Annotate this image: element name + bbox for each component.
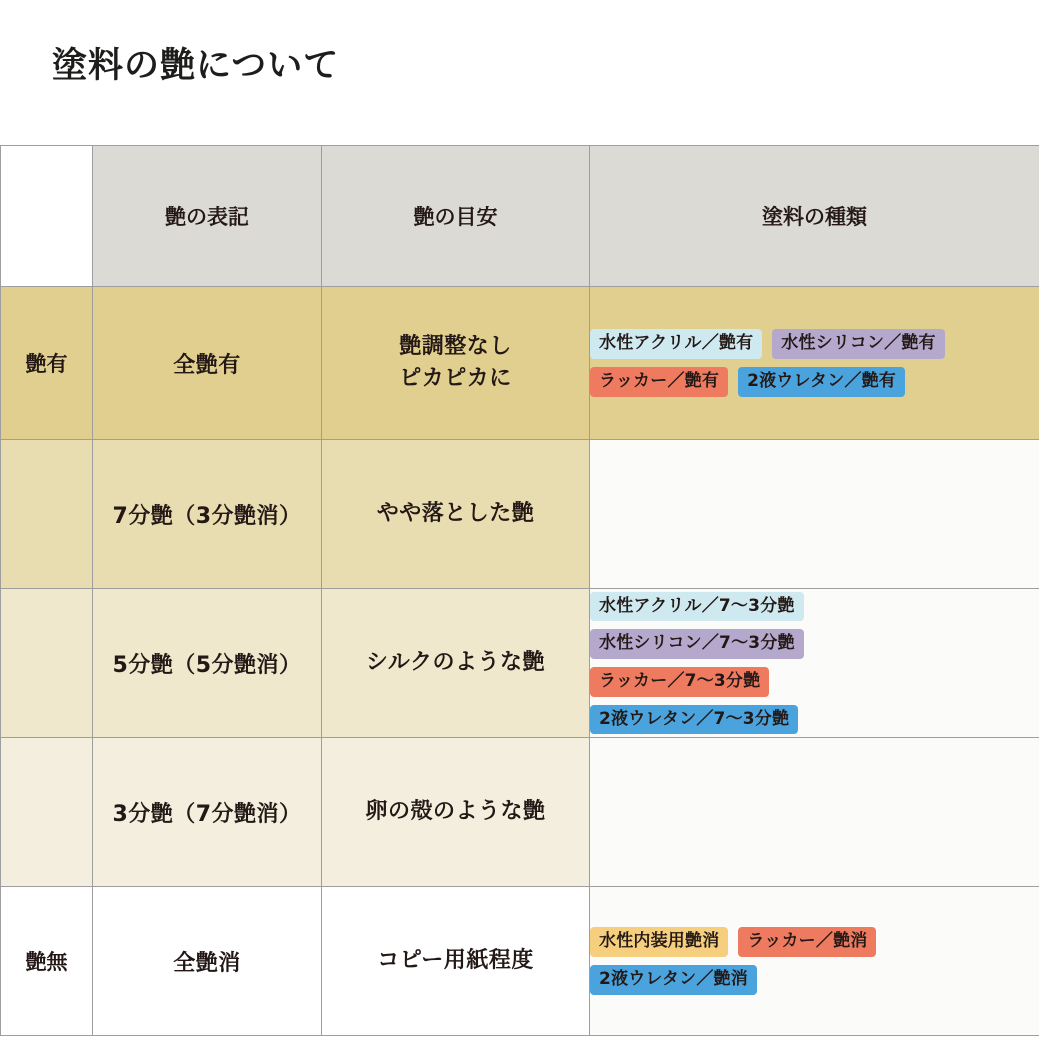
row-gloss-guide — [322, 589, 590, 738]
paint-tag-group — [590, 329, 1039, 396]
row-gloss-guide — [322, 887, 590, 1036]
row-gloss-name: 3分艶（7分艶消） — [93, 738, 322, 887]
table-row — [1, 738, 1039, 887]
paint-tag: 水性アクリル／7〜3分艶 — [590, 592, 804, 622]
row-label-gloss: 艶無 — [1, 887, 93, 1036]
header-cell-empty — [1, 146, 93, 287]
paint-tag: ラッカー／7〜3分艶 — [590, 667, 769, 697]
row-gloss-guide — [322, 440, 590, 589]
row-gloss-guide — [322, 287, 590, 440]
table-header-row — [1, 146, 1039, 287]
row-gloss-name: 7分艶（3分艶消） — [93, 440, 322, 589]
paint-tag: 水性内装用艶消 — [590, 927, 728, 957]
guide-line-2: ピカピカに — [399, 366, 512, 391]
paint-tag: 2液ウレタン／艶消 — [590, 965, 757, 995]
table-body — [1, 287, 1039, 1036]
row-paint-kinds — [590, 887, 1039, 1036]
table-row — [1, 287, 1039, 440]
table-row — [1, 589, 1039, 738]
table-row — [1, 887, 1039, 1036]
header-cell-paint-kind: 塗料の種類 — [590, 146, 1039, 287]
guide-line-1: やや落とした艶 — [376, 501, 535, 527]
row-paint-kinds — [590, 738, 1039, 887]
row-paint-kinds — [590, 440, 1039, 589]
row-paint-kinds — [590, 589, 1039, 738]
row-gloss-name: 全艶有 — [93, 287, 322, 440]
paint-tag-group — [590, 927, 1039, 994]
row-paint-kinds — [590, 287, 1039, 440]
row-gloss-name: 全艶消 — [93, 887, 322, 1036]
paint-tag: 2液ウレタン／艶有 — [738, 367, 905, 397]
row-label-gloss — [1, 738, 93, 887]
paint-tag: 水性シリコン／艶有 — [772, 329, 944, 359]
paint-tag: 水性アクリル／艶有 — [590, 329, 762, 359]
paint-tag: 水性シリコン／7〜3分艶 — [590, 629, 804, 659]
paint-tag-group — [590, 592, 1039, 735]
row-gloss-guide — [322, 738, 590, 887]
gloss-table — [0, 145, 1039, 1036]
guide-line-1: コピー用紙程度 — [377, 948, 534, 974]
row-label-gloss — [1, 440, 93, 589]
guide-line-1: 卵の殻のような艶 — [365, 799, 546, 825]
guide-line-1: 艶調整なし — [399, 334, 512, 360]
row-gloss-name: 5分艶（5分艶消） — [93, 589, 322, 738]
paint-tag: ラッカー／艶有 — [590, 367, 728, 397]
paint-tag: 2液ウレタン／7〜3分艶 — [590, 705, 798, 735]
row-label-gloss: 艶有 — [1, 287, 93, 440]
table-row — [1, 440, 1039, 589]
header-cell-gloss-name: 艶の表記 — [93, 146, 322, 287]
guide-line-1: シルクのような艶 — [365, 650, 545, 676]
paint-tag: ラッカー／艶消 — [738, 927, 876, 957]
row-label-gloss — [1, 589, 93, 738]
table-header — [1, 146, 1039, 287]
header-cell-gloss-guide: 艶の目安 — [322, 146, 590, 287]
page-title: 塗料の艶について — [52, 46, 340, 86]
gloss-table-wrapper — [0, 145, 1039, 1036]
